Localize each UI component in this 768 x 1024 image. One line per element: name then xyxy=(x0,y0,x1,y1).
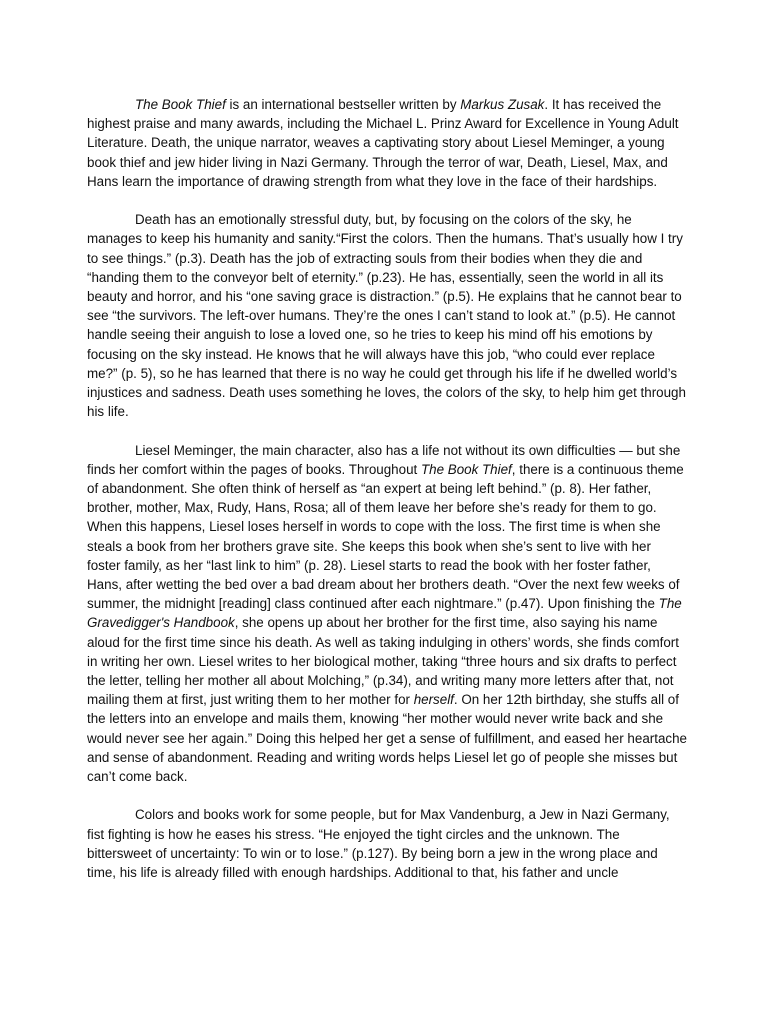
text-run: The Book Thief xyxy=(420,461,512,477)
text-run: is an international bestseller written by xyxy=(225,97,461,112)
text-run: , there is a continuous theme of abandonment. She often think of herself as “an expert at being left behind.” (p. 8). Her father, brother, mother, Max, Rudy, Hans, Rosa; all of them leave her before she’s ready for them to go. When this happens, Liesel loses herself in words to cope with the loss. The first time is when she steals a book from her brothers grave site. She keeps this book when she’s sent to live with her foster family, as her “last link to him” (p. 28). Liesel starts to read the book with her foster father, Hans, after wetting the bed over a bad dream about her brothers death. “Over the next few weeks of summer, the midnight [reading] class continued after each nightmare.” (p.47). Upon finishing the xyxy=(87,461,684,612)
text-run: herself xyxy=(413,692,454,708)
paragraph-liesel xyxy=(87,441,687,787)
text-run: . It has received the highest praise and many awards, including the Michael L. Prinz Award for Excellence in Young Adult Literature. Death, the unique narrator, weaves a captivating story about Liesel Meminger, a young book thief and jew hider living in Nazi Germany. Through the terror of war, Death, Liesel, Max, and Hans learn the importance of drawing strength from what they love in the face of their hardships. xyxy=(87,97,679,189)
text-run: Markus Zusak xyxy=(460,97,545,112)
text-run: Colors and books work for some people, but for Max Vandenburg, a Jew in Nazi Germany, fist fighting is how he eases his stress. “He enjoyed the tight circles and the unknown. The bittersweet of uncertainty: To win or to lose.” (p.127). By being born a jew in the wrong place and time, his life is already filled with enough hardships. Additional to that, his father and uncle xyxy=(87,807,670,881)
text-run: The Gravedigger's Handbook xyxy=(87,596,682,631)
text-run: Liesel Meminger, the main character, also has a life not without its own difficulties — but she finds her comfort within the pages of books. Throughout xyxy=(87,442,681,477)
paragraph-intro xyxy=(87,95,687,191)
paragraph-max xyxy=(87,805,687,882)
text-run: . On her 12th birthday, she stuffs all of the letters into an envelope and mails them, knowing “her mother would never write back and she would never see her again.” Doing this helped her get a sense of fulfillment, and eased her heartache and sense of abandonment. Reading and writing words helps Liesel let go of people she misses but can’t come back. xyxy=(87,692,687,785)
text-run: The Book Thief xyxy=(135,97,226,112)
text-run: , she opens up about her brother for the first time, also saying his name aloud for the first time since his death. As well as taking indulging in others’ words, she finds comfort in writing her own. Liesel writes to her biological mother, taking “three hours and six drafts to perfect the letter, telling her mother all about Molching,” (p.34), and writing many more letters after that, not mailing them at first, just writing them to her mother for xyxy=(87,615,679,708)
text-run: Death has an emotionally stressful duty, but, by focusing on the colors of the sky, he manages to keep his humanity and sanity.“First the colors. Then the humans. That’s usually how I try to see things.” (p.3). Death has the job of extracting souls from their bodies when they die and “handing them to the conveyor belt of eternity.” (p.23). He has, essentially, seen the world in all its beauty and horror, and his “one saving grace is distraction.” (p.5). He explains that he cannot bear to see “the survivors. The left-over humans. They’re the ones I can’t stand to look at.” (p.5). He cannot handle seeing their anguish to lose a loved one, so he tries to keep his mind off his emotions by focusing on the sky instead. He knows that he will always have this job, “who could ever replace me?” (p. 5), so he has learned that there is no way he could get through his life if he dwelled world’s injustices and sadness. Death uses something he loves, the colors of the sky, to help him get through his life. xyxy=(87,212,686,420)
paragraph-death xyxy=(87,210,687,421)
document-page xyxy=(87,95,687,901)
